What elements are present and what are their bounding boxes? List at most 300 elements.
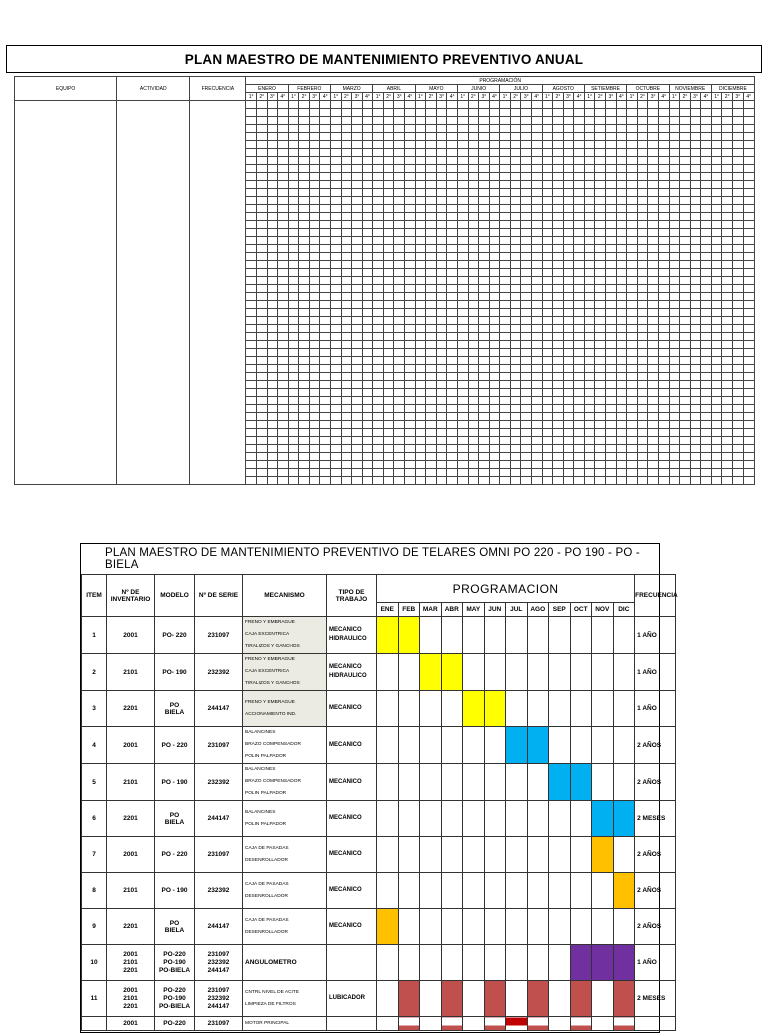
plan1-grid-cell bbox=[426, 397, 437, 405]
plan1-grid-cell bbox=[510, 309, 521, 317]
plan1-grid-cell bbox=[574, 429, 585, 437]
plan2-row bbox=[82, 801, 676, 837]
plan1-grid-cell bbox=[405, 477, 416, 485]
plan1-grid-cell bbox=[701, 237, 712, 245]
plan1-grid-cell bbox=[256, 149, 267, 157]
plan1-grid-cell bbox=[341, 213, 352, 221]
plan1-grid-cell bbox=[669, 277, 680, 285]
plan2-month-header: JUL bbox=[506, 603, 528, 617]
plan1-grid-cell bbox=[500, 365, 511, 373]
plan1-grid-cell bbox=[584, 381, 595, 389]
plan1-grid-cell bbox=[606, 149, 617, 157]
plan1-grid-cell bbox=[532, 101, 543, 109]
plan1-grid-cell bbox=[584, 213, 595, 221]
plan1-grid-cell bbox=[584, 181, 595, 189]
plan2-modelo-cell bbox=[155, 945, 195, 981]
plan1-grid-cell bbox=[309, 245, 320, 253]
plan1-grid-cell bbox=[648, 469, 659, 477]
plan1-grid-cell bbox=[606, 405, 617, 413]
plan1-week-header: 1° bbox=[457, 93, 468, 101]
plan1-month-header: MAYO bbox=[415, 85, 457, 93]
plan1-grid-cell bbox=[405, 357, 416, 365]
plan1-grid-cell bbox=[690, 117, 701, 125]
plan2-month-cell bbox=[570, 801, 592, 837]
plan1-grid-cell bbox=[563, 365, 574, 373]
plan1-grid-cell bbox=[457, 469, 468, 477]
plan1-grid-cell bbox=[447, 453, 458, 461]
plan1-grid-cell bbox=[341, 365, 352, 373]
plan1-grid-cell bbox=[584, 477, 595, 485]
plan1-grid-cell bbox=[732, 309, 743, 317]
plan1-grid-cell bbox=[574, 269, 585, 277]
plan1-grid-cell bbox=[711, 461, 722, 469]
plan1-grid-cell bbox=[299, 429, 310, 437]
plan1-grid-cell bbox=[309, 101, 320, 109]
plan1-week-header: 2° bbox=[383, 93, 394, 101]
plan1-grid-cell bbox=[331, 205, 342, 213]
plan1-grid-cell bbox=[331, 253, 342, 261]
plan1-grid-cell bbox=[532, 341, 543, 349]
plan1-grid-cell bbox=[256, 461, 267, 469]
plan1-grid-cell bbox=[711, 437, 722, 445]
plan1-grid-cell bbox=[637, 157, 648, 165]
plan1-grid-cell bbox=[574, 221, 585, 229]
plan1-grid-cell bbox=[489, 149, 500, 157]
plan1-grid-cell bbox=[627, 325, 638, 333]
plan1-grid-cell bbox=[267, 309, 278, 317]
plan1-grid-cell bbox=[489, 285, 500, 293]
plan1-grid-cell bbox=[669, 413, 680, 421]
plan1-grid-cell bbox=[362, 301, 373, 309]
plan1-grid-cell bbox=[405, 285, 416, 293]
plan1-grid-cell bbox=[743, 437, 754, 445]
plan1-grid-cell bbox=[616, 165, 627, 173]
plan2-scheduled-cell bbox=[592, 837, 614, 873]
plan1-week-header: 2° bbox=[299, 93, 310, 101]
plan1-grid-cell bbox=[278, 429, 289, 437]
plan1-grid-cell bbox=[658, 477, 669, 485]
plan1-grid-cell bbox=[743, 237, 754, 245]
plan1-grid-cell bbox=[658, 421, 669, 429]
plan1-grid-cell bbox=[288, 421, 299, 429]
plan1-grid-cell bbox=[362, 333, 373, 341]
plan1-grid-cell bbox=[320, 453, 331, 461]
plan1-grid-cell bbox=[553, 469, 564, 477]
plan1-grid-cell bbox=[532, 277, 543, 285]
plan1-grid-cell bbox=[299, 325, 310, 333]
plan1-week-header: 4° bbox=[362, 93, 373, 101]
plan1-grid-cell bbox=[309, 205, 320, 213]
plan1-grid-cell bbox=[606, 341, 617, 349]
plan1-grid-cell bbox=[732, 189, 743, 197]
plan1-grid-cell bbox=[341, 477, 352, 485]
plan1-grid-cell bbox=[383, 117, 394, 125]
plan1-grid-cell bbox=[267, 197, 278, 205]
plan1-grid-cell bbox=[479, 197, 490, 205]
plan1-grid-cell bbox=[278, 421, 289, 429]
plan1-grid-cell bbox=[352, 381, 363, 389]
plan1-grid-cell bbox=[352, 373, 363, 381]
plan1-grid-cell bbox=[489, 205, 500, 213]
plan1-grid-cell bbox=[680, 365, 691, 373]
plan2-tipo-line: MECANICO bbox=[329, 851, 362, 857]
plan1-grid-cell bbox=[732, 469, 743, 477]
plan1-grid-cell bbox=[606, 453, 617, 461]
plan1-grid-cell bbox=[637, 301, 648, 309]
plan1-grid-cell bbox=[637, 389, 648, 397]
plan1-grid-cell bbox=[436, 341, 447, 349]
plan1-grid-cell bbox=[415, 301, 426, 309]
plan1-grid-cell bbox=[468, 173, 479, 181]
plan1-grid-cell bbox=[373, 333, 384, 341]
plan1-grid-cell bbox=[457, 341, 468, 349]
plan1-grid-cell bbox=[648, 453, 659, 461]
plan1-grid-cell bbox=[447, 133, 458, 141]
plan1-grid-cell bbox=[584, 237, 595, 245]
plan1-grid-cell bbox=[722, 413, 733, 421]
plan2-scheduled-cell bbox=[506, 727, 528, 764]
plan1-grid-cell bbox=[627, 101, 638, 109]
plan1-grid-cell bbox=[627, 293, 638, 301]
plan1-grid-cell bbox=[711, 269, 722, 277]
plan1-grid-cell bbox=[711, 421, 722, 429]
plan1-grid-cell bbox=[732, 285, 743, 293]
plan2-inventario-cell-line: 2101 bbox=[123, 668, 138, 676]
plan1-grid-cell bbox=[246, 453, 257, 461]
plan1-grid-cell bbox=[627, 213, 638, 221]
plan1-grid-cell bbox=[246, 157, 257, 165]
plan1-grid-cell bbox=[278, 181, 289, 189]
plan2-inventario-cell bbox=[107, 727, 155, 764]
plan1-grid-cell bbox=[309, 213, 320, 221]
plan1-grid-cell bbox=[627, 357, 638, 365]
plan1-grid-cell bbox=[637, 445, 648, 453]
plan1-grid-cell bbox=[341, 109, 352, 117]
plan1-grid-cell bbox=[436, 101, 447, 109]
plan1-grid-cell bbox=[278, 125, 289, 133]
plan1-grid-cell bbox=[267, 245, 278, 253]
plan1-grid-cell bbox=[352, 237, 363, 245]
plan1-grid-cell bbox=[299, 309, 310, 317]
plan1-grid-cell bbox=[468, 133, 479, 141]
plan2-serie-cell bbox=[195, 764, 243, 801]
plan1-grid-cell bbox=[394, 189, 405, 197]
plan1-grid-cell bbox=[362, 477, 373, 485]
plan2-serie-cell-line: 244147 bbox=[207, 923, 230, 930]
plan1-grid-cell bbox=[436, 285, 447, 293]
plan1-week-header: 2° bbox=[510, 93, 521, 101]
plan2-mecanismo-line: TIRALIZOS Y GANCHOS bbox=[245, 644, 300, 649]
plan1-grid-cell bbox=[648, 325, 659, 333]
plan1-grid-cell bbox=[711, 197, 722, 205]
plan1-grid-cell bbox=[563, 261, 574, 269]
plan1-grid-cell bbox=[309, 301, 320, 309]
plan1-grid-cell bbox=[468, 437, 479, 445]
plan2-row bbox=[82, 691, 676, 727]
plan1-grid-cell bbox=[489, 357, 500, 365]
plan1-grid-cell bbox=[320, 397, 331, 405]
plan1-grid-cell bbox=[500, 109, 511, 117]
plan1-grid-cell bbox=[732, 173, 743, 181]
plan1-grid-cell bbox=[246, 181, 257, 189]
plan1-grid-cell bbox=[341, 269, 352, 277]
plan1-grid-cell bbox=[352, 349, 363, 357]
plan1-grid-cell bbox=[658, 205, 669, 213]
plan1-equipo-cell bbox=[15, 101, 117, 485]
plan1-grid-cell bbox=[532, 109, 543, 117]
plan1-grid-cell bbox=[595, 117, 606, 125]
plan1-grid-cell bbox=[510, 101, 521, 109]
plan1-grid-cell bbox=[468, 429, 479, 437]
plan2-col-frecuencia: FRECUENCIA bbox=[635, 575, 676, 617]
plan1-grid-cell bbox=[711, 277, 722, 285]
plan1-week-header: 1° bbox=[584, 93, 595, 101]
plan1-grid-cell bbox=[331, 429, 342, 437]
plan1-grid-cell bbox=[394, 381, 405, 389]
plan1-week-header: 2° bbox=[341, 93, 352, 101]
plan2-month-cell bbox=[377, 691, 399, 727]
plan2-month-cell bbox=[377, 801, 399, 837]
plan1-grid-cell bbox=[278, 173, 289, 181]
plan1-grid-cell bbox=[309, 381, 320, 389]
plan1-grid-cell bbox=[690, 197, 701, 205]
plan1-grid-cell bbox=[595, 357, 606, 365]
plan1-grid-cell bbox=[532, 285, 543, 293]
plan1-grid-cell bbox=[267, 477, 278, 485]
plan1-grid-cell bbox=[373, 133, 384, 141]
plan1-grid-cell bbox=[532, 133, 543, 141]
plan1-grid-cell bbox=[383, 349, 394, 357]
plan1-grid-cell bbox=[553, 357, 564, 365]
plan1-grid-cell bbox=[415, 165, 426, 173]
plan1-grid-cell bbox=[732, 213, 743, 221]
plan1-grid-cell bbox=[711, 141, 722, 149]
plan1-grid-cell bbox=[722, 165, 733, 173]
plan1-grid-cell bbox=[584, 325, 595, 333]
plan1-grid-cell bbox=[426, 173, 437, 181]
plan1-grid-cell bbox=[362, 205, 373, 213]
plan1-grid-cell bbox=[436, 205, 447, 213]
plan1-grid-cell bbox=[711, 301, 722, 309]
plan1-grid-cell bbox=[648, 189, 659, 197]
plan1-grid-cell bbox=[479, 453, 490, 461]
plan1-grid-cell bbox=[690, 469, 701, 477]
plan1-grid-cell bbox=[680, 301, 691, 309]
plan1-grid-cell bbox=[532, 421, 543, 429]
plan1-grid-cell bbox=[542, 173, 553, 181]
plan2-tipo-line: MECANICO bbox=[329, 778, 362, 785]
plan1-grid-cell bbox=[532, 477, 543, 485]
plan1-grid-cell bbox=[436, 301, 447, 309]
plan1-grid-cell bbox=[732, 205, 743, 213]
plan1-grid-cell bbox=[331, 469, 342, 477]
plan1-grid-cell bbox=[457, 189, 468, 197]
plan1-grid-cell bbox=[246, 229, 257, 237]
plan2-month-cell bbox=[506, 691, 528, 727]
plan1-grid-cell bbox=[331, 149, 342, 157]
plan1-grid-cell bbox=[584, 389, 595, 397]
plan1-grid-cell bbox=[732, 349, 743, 357]
plan1-grid-cell bbox=[584, 349, 595, 357]
plan1-grid-cell bbox=[309, 357, 320, 365]
plan2-month-header: AGO bbox=[527, 603, 549, 617]
plan1-grid-cell bbox=[627, 445, 638, 453]
plan1-grid-cell bbox=[267, 285, 278, 293]
plan1-grid-cell bbox=[510, 293, 521, 301]
plan1-grid-cell bbox=[606, 317, 617, 325]
plan1-grid-cell bbox=[574, 157, 585, 165]
plan1-grid-cell bbox=[732, 125, 743, 133]
plan1-grid-cell bbox=[288, 269, 299, 277]
plan2-mecanismo-line: BRAZO COMPENSADOR bbox=[245, 779, 301, 784]
plan1-grid-cell bbox=[574, 309, 585, 317]
plan1-grid-cell bbox=[658, 285, 669, 293]
plan1-grid-cell bbox=[362, 149, 373, 157]
plan1-grid-cell bbox=[256, 253, 267, 261]
plan1-grid-cell bbox=[352, 181, 363, 189]
plan2-month-cell bbox=[377, 981, 399, 1017]
plan1-grid-cell bbox=[627, 237, 638, 245]
plan1-grid-cell bbox=[711, 173, 722, 181]
plan1-grid-cell bbox=[352, 141, 363, 149]
plan1-grid-cell bbox=[405, 197, 416, 205]
plan1-grid-cell bbox=[680, 317, 691, 325]
plan1-grid-cell bbox=[563, 213, 574, 221]
plan1-grid-cell bbox=[468, 341, 479, 349]
plan1-grid-cell bbox=[246, 405, 257, 413]
plan2-month-header: FEB bbox=[398, 603, 420, 617]
plan1-grid-cell bbox=[320, 405, 331, 413]
plan1-grid-cell bbox=[436, 133, 447, 141]
plan1-grid-cell bbox=[331, 173, 342, 181]
plan2-month-cell bbox=[463, 909, 485, 945]
plan1-grid-cell bbox=[743, 181, 754, 189]
plan2-serie-cell bbox=[195, 654, 243, 691]
plan1-grid-cell bbox=[309, 285, 320, 293]
plan1-week-header: 3° bbox=[563, 93, 574, 101]
plan2-scheduled-cell bbox=[613, 873, 635, 909]
plan1-grid-cell bbox=[595, 397, 606, 405]
plan1-grid-cell bbox=[616, 333, 627, 341]
plan1-grid-cell bbox=[680, 293, 691, 301]
plan2-scheduled-cell bbox=[484, 981, 506, 1017]
plan1-grid-cell bbox=[701, 197, 712, 205]
plan1-grid-cell bbox=[383, 269, 394, 277]
plan1-grid-cell bbox=[690, 165, 701, 173]
plan1-grid-cell bbox=[267, 357, 278, 365]
plan1-grid-cell bbox=[500, 277, 511, 285]
plan1-grid-cell bbox=[436, 325, 447, 333]
plan1-grid-cell bbox=[690, 373, 701, 381]
plan1-grid-cell bbox=[373, 293, 384, 301]
plan1-grid-cell bbox=[648, 229, 659, 237]
plan1-grid-cell bbox=[383, 189, 394, 197]
plan1-grid-cell bbox=[246, 381, 257, 389]
plan1-grid-cell bbox=[436, 237, 447, 245]
plan1-grid-cell bbox=[722, 173, 733, 181]
plan1-grid-cell bbox=[510, 125, 521, 133]
plan1-grid-cell bbox=[701, 261, 712, 269]
plan1-grid-cell bbox=[743, 325, 754, 333]
plan1-grid-cell bbox=[616, 301, 627, 309]
plan1-grid-cell bbox=[426, 365, 437, 373]
plan2-tipo-cell bbox=[327, 764, 377, 801]
plan2-scheduled-cell bbox=[570, 764, 592, 801]
plan1-grid-cell bbox=[394, 413, 405, 421]
plan1-grid-cell bbox=[563, 101, 574, 109]
plan1-grid-cell bbox=[606, 381, 617, 389]
plan1-grid-cell bbox=[584, 309, 595, 317]
plan2-month-cell bbox=[463, 617, 485, 654]
plan1-grid-cell bbox=[457, 429, 468, 437]
plan1-grid-cell bbox=[732, 269, 743, 277]
plan1-grid-cell bbox=[309, 461, 320, 469]
plan1-grid-cell bbox=[521, 309, 532, 317]
plan1-grid-cell bbox=[267, 461, 278, 469]
plan1-grid-cell bbox=[489, 197, 500, 205]
plan1-grid-cell bbox=[246, 477, 257, 485]
plan1-grid-cell bbox=[320, 421, 331, 429]
plan1-grid-cell bbox=[309, 261, 320, 269]
plan1-grid-cell bbox=[383, 205, 394, 213]
plan1-grid-cell bbox=[415, 373, 426, 381]
plan2-modelo-cell-line: PO- 220 bbox=[162, 631, 187, 639]
plan1-grid-cell bbox=[680, 277, 691, 285]
plan1-grid-cell bbox=[468, 365, 479, 373]
plan1-grid-cell bbox=[732, 149, 743, 157]
plan1-grid-cell bbox=[510, 397, 521, 405]
plan1-grid-cell bbox=[489, 309, 500, 317]
plan1-grid-cell bbox=[627, 221, 638, 229]
plan1-grid-cell bbox=[256, 229, 267, 237]
plan1-grid-cell bbox=[743, 341, 754, 349]
plan1-grid-cell bbox=[711, 349, 722, 357]
plan1-grid-cell bbox=[658, 173, 669, 181]
plan1-grid-cell bbox=[489, 189, 500, 197]
plan1-grid-cell bbox=[373, 429, 384, 437]
plan1-grid-cell bbox=[743, 157, 754, 165]
plan1-grid-cell bbox=[373, 173, 384, 181]
plan1-grid-cell bbox=[743, 253, 754, 261]
plan1-grid-cell bbox=[405, 133, 416, 141]
plan1-grid-cell bbox=[341, 429, 352, 437]
plan1-grid-cell bbox=[256, 197, 267, 205]
plan1-grid-cell bbox=[669, 205, 680, 213]
plan1-grid-cell bbox=[267, 229, 278, 237]
plan1-grid-cell bbox=[352, 325, 363, 333]
plan1-grid-cell bbox=[352, 253, 363, 261]
plan1-grid-cell bbox=[690, 445, 701, 453]
plan1-grid-cell bbox=[616, 477, 627, 485]
plan1-grid-cell bbox=[320, 197, 331, 205]
plan1-grid-cell bbox=[479, 301, 490, 309]
plan1-grid-cell bbox=[426, 221, 437, 229]
plan1-grid-cell bbox=[320, 253, 331, 261]
plan2-inventario-cell-line: 2101 bbox=[123, 887, 138, 894]
plan2-serie-cell-line: 231097 bbox=[207, 851, 230, 858]
plan1-grid-cell bbox=[500, 373, 511, 381]
plan1-grid-cell bbox=[553, 269, 564, 277]
plan1-grid-cell bbox=[256, 405, 267, 413]
plan1-grid-cell bbox=[627, 149, 638, 157]
plan1-grid-cell bbox=[732, 117, 743, 125]
plan1-grid-cell bbox=[595, 181, 606, 189]
plan1-grid-cell bbox=[468, 157, 479, 165]
plan1-grid-cell bbox=[637, 421, 648, 429]
plan1-grid-cell bbox=[415, 197, 426, 205]
plan1-grid-cell bbox=[394, 141, 405, 149]
plan1-grid-cell bbox=[553, 229, 564, 237]
